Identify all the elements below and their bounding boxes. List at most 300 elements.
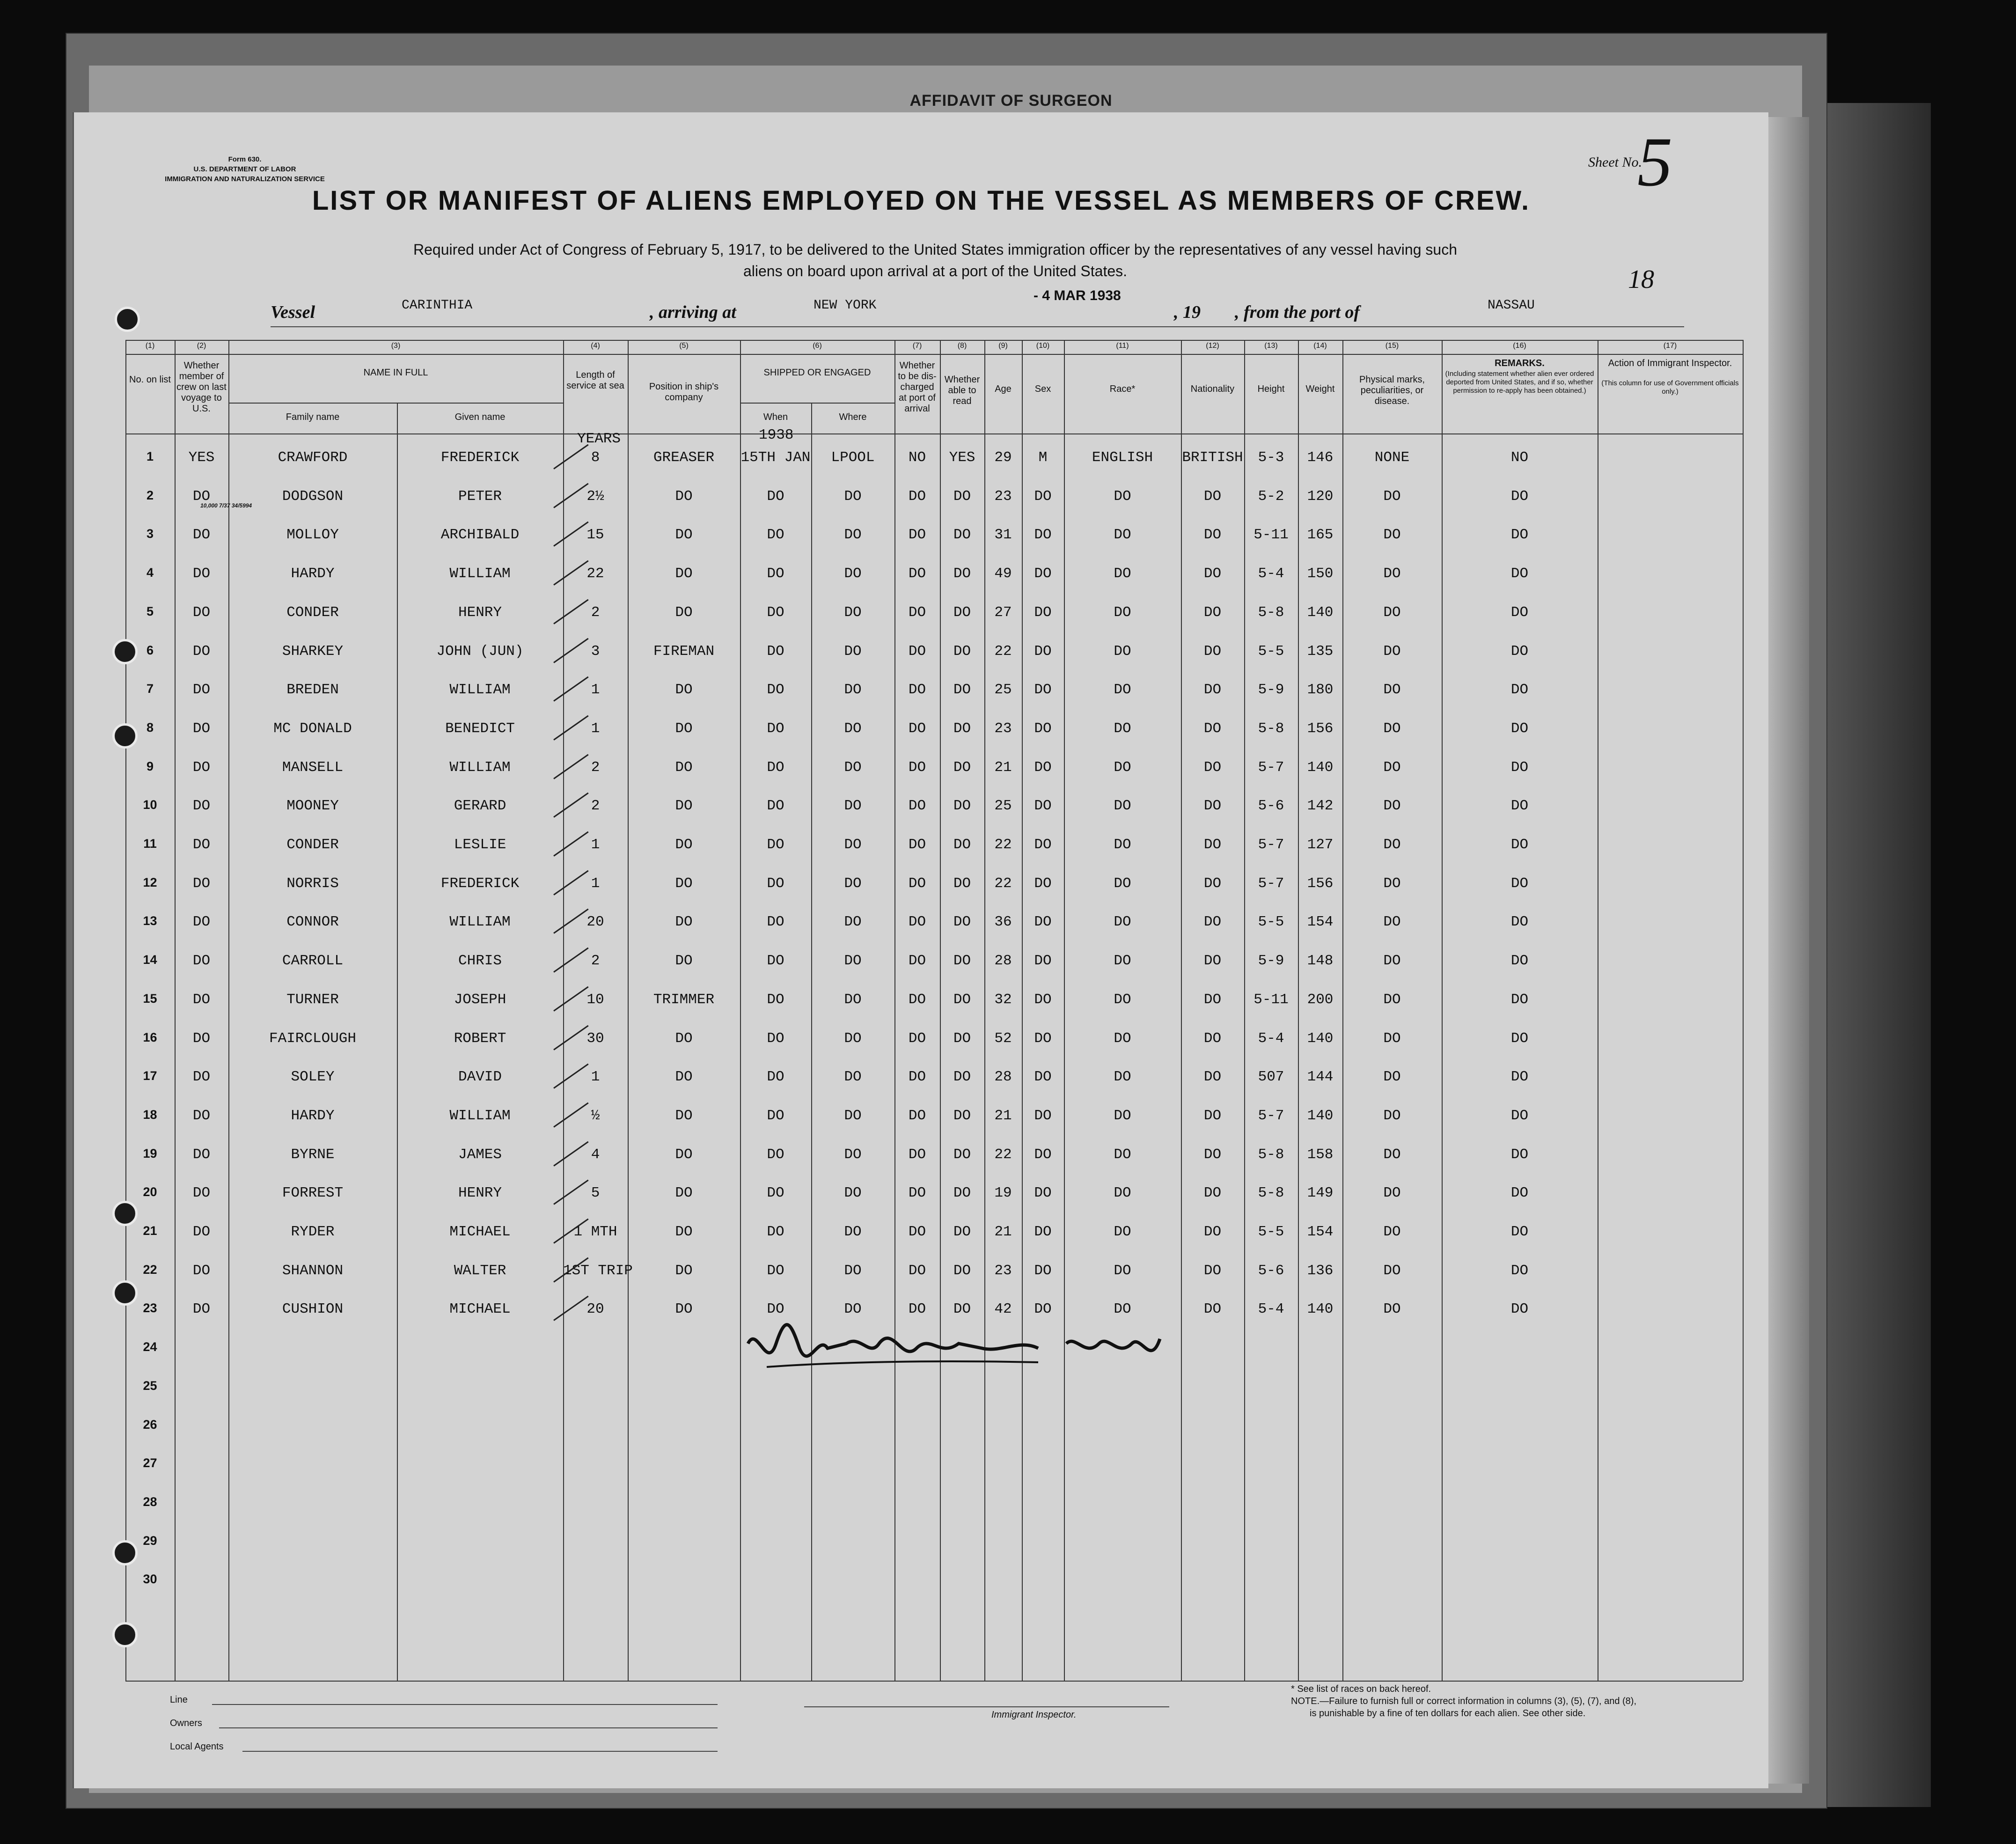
- cell-remarks: DO: [1510, 566, 1529, 582]
- cell-prev: YES: [188, 449, 215, 466]
- cell-discharged: DO: [908, 1030, 926, 1047]
- cell-where: DO: [844, 798, 862, 815]
- cell-discharged: DO: [908, 643, 926, 660]
- cell-race: DO: [1114, 566, 1131, 582]
- cell-remarks: DO: [1510, 682, 1529, 698]
- cell-sex: DO: [1034, 682, 1052, 698]
- cell-weight: 120: [1307, 488, 1334, 505]
- cell-height: 5-2: [1258, 488, 1284, 505]
- row-number: 14: [143, 953, 157, 967]
- from-port: NASSAU: [1488, 298, 1535, 313]
- cell-prev: DO: [192, 991, 211, 1008]
- column-number: (2): [197, 342, 206, 350]
- cell-read: DO: [953, 1146, 971, 1163]
- cell-weight: 140: [1307, 1030, 1334, 1047]
- cell-nationality: DO: [1203, 875, 1222, 892]
- cell-where: DO: [844, 991, 862, 1008]
- cell-height: 507: [1258, 1069, 1284, 1086]
- cell-service: 15: [586, 527, 604, 544]
- vessel-name: CARINTHIA: [402, 298, 473, 313]
- header-height: Height: [1257, 384, 1285, 394]
- cell-weight: 165: [1307, 527, 1334, 544]
- cell-family: CRAWFORD: [278, 449, 348, 466]
- cell-prev: DO: [192, 1030, 211, 1047]
- cell-race: DO: [1114, 527, 1131, 544]
- cell-read: DO: [953, 1185, 971, 1202]
- affidavit-heading: AFFIDAVIT OF SURGEON: [909, 92, 1113, 110]
- cell-given: MICHAEL: [449, 1301, 511, 1318]
- cell-remarks: NO: [1510, 449, 1529, 466]
- cell-race: DO: [1114, 875, 1131, 892]
- cell-weight: 140: [1307, 604, 1334, 621]
- cell-when: DO: [767, 798, 784, 815]
- punch-hole: [112, 639, 138, 664]
- cell-when: DO: [767, 759, 784, 776]
- cell-age: 23: [994, 720, 1012, 737]
- cell-age: 28: [994, 1069, 1012, 1086]
- header-given-name: Given name: [455, 412, 506, 422]
- cell-service: 2: [591, 953, 600, 970]
- cell-when: DO: [767, 991, 784, 1008]
- cell-age: 27: [994, 604, 1012, 621]
- header-nationality: Nationality: [1190, 384, 1235, 394]
- cell-weight: 140: [1307, 1301, 1334, 1318]
- cell-remarks: DO: [1510, 1107, 1529, 1124]
- cell-read: DO: [953, 566, 971, 582]
- cell-age: 21: [994, 759, 1012, 776]
- footnote: [1291, 1683, 1636, 1719]
- cell-height: 5-7: [1258, 759, 1284, 776]
- manifest-title: LIST OR MANIFEST OF ALIENS EMPLOYED ON THE VESSEL AS MEMBERS OF CREW.: [312, 185, 1531, 216]
- column-number: (8): [957, 342, 967, 350]
- column-number: (3): [391, 342, 401, 350]
- manifest-table: [74, 112, 1768, 1788]
- cell-where: DO: [844, 875, 862, 892]
- cell-marks: DO: [1383, 566, 1401, 582]
- cell-remarks: DO: [1510, 1030, 1529, 1047]
- cell-height: 5-7: [1258, 1107, 1284, 1124]
- cell-family: CONNOR: [286, 914, 339, 931]
- cell-service: 1: [591, 875, 600, 892]
- cell-read: DO: [953, 527, 971, 544]
- colnum-rule: [125, 354, 1743, 355]
- cell-age: 22: [994, 643, 1012, 660]
- cell-nationality: DO: [1203, 1301, 1222, 1318]
- cell-height: 5-8: [1258, 1146, 1284, 1163]
- table-bottom-rule: [125, 1681, 1743, 1682]
- cell-position: DO: [675, 527, 693, 544]
- cell-marks: DO: [1383, 488, 1401, 505]
- cell-height: 5-4: [1258, 566, 1284, 582]
- column-number: (9): [998, 342, 1008, 350]
- cell-given: GERARD: [454, 798, 506, 815]
- column-number: (12): [1206, 342, 1219, 350]
- column-number: (17): [1663, 342, 1677, 350]
- cell-position: TRIMMER: [653, 991, 715, 1008]
- cell-weight: 136: [1307, 1262, 1334, 1279]
- cell-marks: DO: [1383, 1262, 1401, 1279]
- cell-weight: 150: [1307, 566, 1334, 582]
- cell-age: 31: [994, 527, 1012, 544]
- cell-service: 1: [591, 1069, 600, 1086]
- header-length-of-service: Length of service at sea: [566, 370, 624, 391]
- cell-age: 32: [994, 991, 1012, 1008]
- footnote-note: NOTE.—Failure to furnish full or correct information in columns (3), (5), (7), and (8),: [1291, 1696, 1637, 1706]
- row-number: 1: [146, 449, 154, 463]
- cell-age: 22: [994, 875, 1012, 892]
- cell-age: 23: [994, 488, 1012, 505]
- cell-given: DAVID: [458, 1069, 502, 1086]
- shipped-year-note: 1938: [759, 427, 794, 443]
- cell-position: DO: [675, 720, 693, 737]
- cell-read: DO: [953, 488, 971, 505]
- cell-height: 5-5: [1258, 914, 1284, 931]
- cell-marks: DO: [1383, 1030, 1401, 1047]
- cell-given: WILLIAM: [449, 759, 511, 776]
- column-number: (1): [145, 342, 155, 350]
- cell-service: 8: [591, 449, 600, 466]
- agents-rule: [242, 1751, 718, 1752]
- cell-sex: DO: [1034, 1301, 1052, 1318]
- cell-remarks: DO: [1510, 914, 1529, 931]
- cell-nationality: DO: [1203, 720, 1222, 737]
- cell-remarks: DO: [1510, 1262, 1529, 1279]
- cell-nationality: DO: [1203, 1146, 1222, 1163]
- cell-height: 5-7: [1258, 837, 1284, 853]
- cell-race: DO: [1114, 914, 1131, 931]
- cell-age: 21: [994, 1224, 1012, 1240]
- row-number: 21: [143, 1224, 157, 1238]
- year-label: , 19: [1174, 302, 1201, 322]
- header-remarks-note: (Including statement whether alien ever ordered deported from United States, and if so, whether permission to re-apply has been obtained.): [1445, 370, 1594, 395]
- cell-height: 5-4: [1258, 1301, 1284, 1318]
- cell-height: 5-6: [1258, 798, 1284, 815]
- header-race: Race*: [1109, 384, 1136, 394]
- cell-nationality: DO: [1203, 643, 1222, 660]
- cell-position: DO: [675, 953, 693, 970]
- cell-sex: M: [1038, 449, 1048, 466]
- cell-discharged: DO: [908, 720, 926, 737]
- cell-where: DO: [844, 1262, 862, 1279]
- cell-prev: DO: [192, 488, 211, 505]
- row-number: 19: [143, 1146, 157, 1161]
- cell-given: WILLIAM: [449, 914, 511, 931]
- punch-hole: [112, 1280, 138, 1306]
- row-number: 16: [143, 1030, 157, 1044]
- cell-nationality: DO: [1203, 1107, 1222, 1124]
- cell-position: DO: [675, 1301, 693, 1318]
- cell-when: DO: [767, 875, 784, 892]
- header-whether-discharged: Whether to be dis-charged at port of arrival: [898, 360, 937, 414]
- cell-marks: DO: [1383, 1107, 1401, 1124]
- cell-nationality: DO: [1203, 527, 1222, 544]
- cell-where: DO: [844, 488, 862, 505]
- header-bottom-rule: [125, 433, 1743, 434]
- cell-nationality: DO: [1203, 1030, 1222, 1047]
- column-number: (16): [1513, 342, 1526, 350]
- cell-sex: DO: [1034, 1030, 1052, 1047]
- cell-marks: DO: [1383, 604, 1401, 621]
- cell-service: 5: [591, 1185, 600, 1202]
- print-code: 10,000 7/37 34/5994: [200, 502, 252, 509]
- cell-family: CUSHION: [282, 1301, 344, 1318]
- cell-nationality: DO: [1203, 991, 1222, 1008]
- cell-age: 21: [994, 1107, 1012, 1124]
- cell-read: DO: [953, 643, 971, 660]
- cell-race: DO: [1114, 604, 1131, 621]
- cell-nationality: DO: [1203, 759, 1222, 776]
- cell-service: 1: [591, 720, 600, 737]
- cell-age: 28: [994, 953, 1012, 970]
- row-number: 27: [143, 1456, 157, 1470]
- cell-read: DO: [953, 1069, 971, 1086]
- cell-remarks: DO: [1510, 527, 1529, 544]
- cell-position: DO: [675, 875, 693, 892]
- cell-remarks: DO: [1510, 604, 1529, 621]
- cell-weight: 200: [1307, 991, 1334, 1008]
- header-whether-member: Whether member of crew on last voyage to U.S.: [176, 360, 227, 414]
- column-number: (15): [1385, 342, 1399, 350]
- cell-height: 5-5: [1258, 1224, 1284, 1240]
- row-number: 7: [146, 682, 154, 696]
- column-number: (5): [679, 342, 689, 350]
- row-number: 6: [146, 643, 154, 657]
- cell-read: DO: [953, 1301, 971, 1318]
- cell-given: WILLIAM: [449, 1107, 511, 1124]
- cell-family: HARDY: [291, 566, 335, 582]
- cell-discharged: DO: [908, 1146, 926, 1163]
- cell-prev: DO: [192, 1107, 211, 1124]
- cell-given: CHRIS: [458, 953, 502, 970]
- cell-nationality: DO: [1203, 566, 1222, 582]
- cell-when: DO: [767, 1030, 784, 1047]
- cell-given: LESLIE: [454, 837, 506, 853]
- cell-marks: DO: [1383, 1301, 1401, 1318]
- name-subheader-rule: [228, 403, 563, 404]
- page-stack-edge: [1767, 117, 1809, 1784]
- cell-given: JOSEPH: [454, 991, 506, 1008]
- cell-family: MOLLOY: [286, 527, 339, 544]
- cell-marks: DO: [1383, 991, 1401, 1008]
- cell-when: DO: [767, 953, 784, 970]
- cell-discharged: DO: [908, 1069, 926, 1086]
- punch-hole: [112, 723, 138, 749]
- punch-hole: [112, 1622, 138, 1647]
- row-number: 24: [143, 1340, 157, 1354]
- cell-marks: DO: [1383, 837, 1401, 853]
- header-age: Age: [995, 384, 1012, 394]
- column-number: (6): [813, 342, 822, 350]
- cell-sex: DO: [1034, 488, 1052, 505]
- cell-prev: DO: [192, 1185, 211, 1202]
- cell-prev: DO: [192, 914, 211, 931]
- cell-when: 15TH JAN: [740, 449, 811, 466]
- cell-height: 5-9: [1258, 953, 1284, 970]
- cell-height: 5-8: [1258, 604, 1284, 621]
- cell-read: DO: [953, 875, 971, 892]
- cell-service: 1: [591, 837, 600, 853]
- cell-race: DO: [1114, 720, 1131, 737]
- date-stamp: - 4 MAR 1938: [1034, 288, 1121, 303]
- cell-remarks: DO: [1510, 953, 1529, 970]
- cell-prev: DO: [192, 720, 211, 737]
- cell-race: ENGLISH: [1092, 449, 1153, 466]
- row-number: 18: [143, 1107, 157, 1122]
- row-number: 28: [143, 1494, 157, 1509]
- cell-weight: 158: [1307, 1146, 1334, 1163]
- sheet-number: 5: [1637, 123, 1672, 201]
- column-number: (13): [1264, 342, 1278, 350]
- cell-prev: DO: [192, 1224, 211, 1240]
- cell-sex: DO: [1034, 798, 1052, 815]
- cell-sex: DO: [1034, 643, 1052, 660]
- cell-given: WALTER: [454, 1262, 506, 1279]
- arriving-label: , arriving at: [650, 302, 736, 322]
- cell-nationality: DO: [1203, 1185, 1222, 1202]
- cell-position: GREASER: [653, 449, 715, 466]
- cell-given: JOHN (JUN): [436, 643, 524, 660]
- table-top-rule: [125, 340, 1743, 341]
- header-action: Action of Immigrant Inspector.: [1608, 358, 1732, 368]
- footnote-races: * See list of races on back hereof.: [1291, 1684, 1431, 1694]
- cell-marks: DO: [1383, 643, 1401, 660]
- cell-race: DO: [1114, 991, 1131, 1008]
- cell-race: DO: [1114, 1069, 1131, 1086]
- cell-remarks: DO: [1510, 798, 1529, 815]
- cell-where: DO: [844, 682, 862, 698]
- cell-discharged: DO: [908, 604, 926, 621]
- row-number: 13: [143, 914, 157, 928]
- cell-weight: 135: [1307, 643, 1334, 660]
- cell-remarks: DO: [1510, 1301, 1529, 1318]
- cell-race: DO: [1114, 1185, 1131, 1202]
- handwritten-number: 18: [1628, 265, 1654, 294]
- arriving-port: NEW YORK: [814, 298, 877, 313]
- sheet-number-label: Sheet No.: [1588, 154, 1642, 170]
- cell-where: DO: [844, 604, 862, 621]
- cell-discharged: DO: [908, 1107, 926, 1124]
- cell-position: DO: [675, 1030, 693, 1047]
- cell-given: WILLIAM: [449, 566, 511, 582]
- line-label: Line: [170, 1695, 188, 1705]
- cell-race: DO: [1114, 1030, 1131, 1047]
- cell-read: DO: [953, 1030, 971, 1047]
- header-no-on-list: No. on list: [129, 375, 171, 385]
- cell-read: DO: [953, 1107, 971, 1124]
- cell-race: DO: [1114, 488, 1131, 505]
- cell-marks: DO: [1383, 914, 1401, 931]
- row-number: 29: [143, 1533, 157, 1548]
- cell-read: DO: [953, 1224, 971, 1240]
- cell-height: 5-9: [1258, 682, 1284, 698]
- cell-discharged: DO: [908, 798, 926, 815]
- cell-age: 52: [994, 1030, 1012, 1047]
- cell-position: DO: [675, 1262, 693, 1279]
- cell-service: 22: [586, 566, 604, 582]
- cell-age: 42: [994, 1301, 1012, 1318]
- cell-sex: DO: [1034, 1146, 1052, 1163]
- local-agents-label: Local Agents: [170, 1741, 224, 1752]
- cell-given: HENRY: [458, 1185, 502, 1202]
- cell-marks: DO: [1383, 1185, 1401, 1202]
- row-number: 12: [143, 875, 157, 889]
- cell-where: DO: [844, 1030, 862, 1047]
- cell-weight: 154: [1307, 914, 1334, 931]
- inspector-rule: [804, 1706, 1169, 1707]
- cell-weight: 180: [1307, 682, 1334, 698]
- cell-prev: DO: [192, 1146, 211, 1163]
- punch-hole: [112, 1540, 138, 1565]
- cell-remarks: DO: [1510, 1185, 1529, 1202]
- cell-weight: 127: [1307, 837, 1334, 853]
- cell-discharged: DO: [908, 566, 926, 582]
- cell-weight: 140: [1307, 759, 1334, 776]
- cell-nationality: DO: [1203, 914, 1222, 931]
- owners-rule: [219, 1727, 718, 1728]
- cell-family: SHANNON: [282, 1262, 344, 1279]
- cell-given: FREDERICK: [440, 875, 520, 892]
- cell-marks: DO: [1383, 875, 1401, 892]
- cell-race: DO: [1114, 1262, 1131, 1279]
- cell-prev: DO: [192, 643, 211, 660]
- cell-remarks: DO: [1510, 1146, 1529, 1163]
- inspector-label: Immigrant Inspector.: [991, 1710, 1077, 1720]
- cell-when: DO: [767, 682, 784, 698]
- row-number: 9: [146, 759, 154, 773]
- cell-height: 5-6: [1258, 1262, 1284, 1279]
- cell-where: DO: [844, 643, 862, 660]
- cell-where: DO: [844, 914, 862, 931]
- cell-service: 4: [591, 1146, 600, 1163]
- cell-given: BENEDICT: [445, 720, 515, 737]
- subtitle-line-2: aliens on board upon arrival at a port of the United States.: [743, 263, 1128, 279]
- inspector-signature: [739, 1315, 1207, 1381]
- cell-when: DO: [767, 527, 784, 544]
- cell-prev: DO: [192, 1262, 211, 1279]
- cell-sex: DO: [1034, 720, 1052, 737]
- cell-service: 1ST TRIP: [563, 1262, 633, 1279]
- cell-discharged: DO: [908, 953, 926, 970]
- cell-when: DO: [767, 914, 784, 931]
- cell-where: DO: [844, 1107, 862, 1124]
- cell-marks: DO: [1383, 1224, 1401, 1240]
- cell-sex: DO: [1034, 759, 1052, 776]
- cell-position: DO: [675, 1224, 693, 1240]
- cell-family: NORRIS: [286, 875, 339, 892]
- cell-family: DODGSON: [282, 488, 344, 505]
- row-number: 20: [143, 1185, 157, 1199]
- cell-position: DO: [675, 1107, 693, 1124]
- cell-weight: 156: [1307, 875, 1334, 892]
- cell-service: 2: [591, 798, 600, 815]
- cell-marks: DO: [1383, 1146, 1401, 1163]
- cell-service: 1: [591, 682, 600, 698]
- cell-position: DO: [675, 1185, 693, 1202]
- cell-when: DO: [767, 488, 784, 505]
- cell-nationality: DO: [1203, 1262, 1222, 1279]
- row-number: 30: [143, 1572, 157, 1587]
- header-sex: Sex: [1034, 384, 1051, 394]
- cell-race: DO: [1114, 1107, 1131, 1124]
- cell-family: FORREST: [282, 1185, 344, 1202]
- cell-remarks: DO: [1510, 488, 1529, 505]
- service-name: IMMIGRATION AND NATURALIZATION SERVICE: [165, 175, 325, 183]
- column-number: (11): [1116, 342, 1129, 350]
- manifest-sheet: [73, 112, 1768, 1788]
- cell-height: 5-7: [1258, 875, 1284, 892]
- cell-family: CARROLL: [282, 953, 344, 970]
- cell-race: DO: [1114, 798, 1131, 815]
